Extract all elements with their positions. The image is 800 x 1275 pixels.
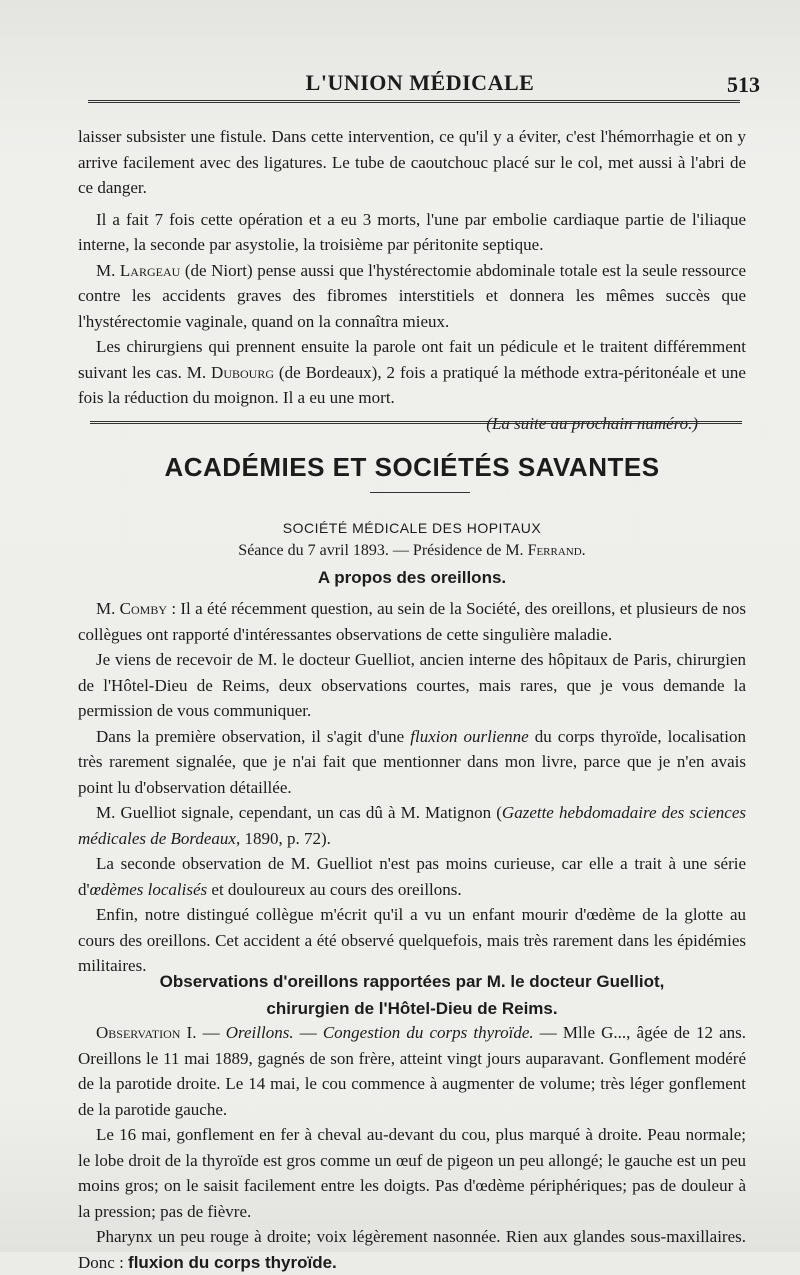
paragraph-text: Les chirurgiens qui prennent ensuite la parole ont fait un pédicule et le traitent différemment suivant les cas. M.: [78, 337, 746, 382]
session-text: Séance du 7 avril 1893. — Présidence de M.: [238, 542, 528, 559]
section-title: ACADÉMIES ET SOCIÉTÉS SAVANTES: [164, 452, 660, 482]
emphasis: œdèmes localisés: [89, 879, 208, 899]
paragraph: [78, 258, 746, 335]
speaker-name: M. Largeau: [96, 260, 181, 280]
paragraph-text: (de Bordeaux), 2 fois a pratiqué la méthode extra-péritonéale et une fois la réduction du moignon. Il a eu une mort.: [78, 362, 746, 407]
session-line: [78, 542, 746, 560]
page-number: 513: [727, 72, 760, 97]
paragraph-text: : Il a été récemment question, au sein de la Société, des oreillons, et plusieurs de nos collègues ont rapporté d'intéressantes observations de cette singulière maladie.: [78, 599, 746, 644]
topic-heading: A propos des oreillons.: [317, 568, 507, 587]
paragraph: Il a fait 7 fois cette opération et a eu 3 morts, l'une par embolie cardiaque partie de l'iliaque interne, la seconde par asystolie, la troisième par péritonite septique.: [78, 209, 746, 254]
paragraph: [78, 724, 746, 801]
paragraph: [78, 1224, 746, 1275]
society-name: SOCIÉTÉ MÉDICALE DES HOPITAUX: [282, 520, 542, 536]
running-head: [80, 70, 760, 102]
speaker-name: M. Comby: [96, 599, 168, 618]
paragraph-text: laisser subsister une fistule. Dans cette intervention, ce qu'il y a éviter, c'est l'hémorrhagie et on y arrive facilement avec des ligatures. Le tube de caoutchouc placé sur le col, met aussi à l'abri de ce danger.: [78, 127, 746, 197]
paragraph-text: , 1890, p. 72).: [235, 828, 331, 848]
paragraph: Enfin, notre distingué collègue m'écrit qu'il a vu un enfant mourir d'œdème de la glotte au cours des oreillons. Cet accident a été observé quelquefois, mais très rarement dans les épidémies militaires.: [78, 905, 746, 975]
header-rule: [88, 100, 740, 103]
paragraph: [78, 596, 746, 647]
paragraph-text: du corps thyroïde, localisation très rarement signalée, que je n'ai fait que mentionner dans mon livre, parce que je n'en avais point lu d'observation détaillée.: [78, 726, 746, 797]
speaker-name: Dubourg: [211, 362, 274, 382]
continuation-note: (La suite au prochain numéro.): [486, 413, 698, 433]
observation-title: Congestion du corps thyroïde.: [322, 1023, 534, 1042]
paragraph: [78, 124, 746, 201]
paragraph: [78, 334, 746, 411]
paragraph: [78, 851, 746, 902]
paragraph-text: Dans la première observation, il s'agit d'une: [96, 726, 411, 746]
paragraph-text: (de Niort) pense aussi que l'hystérectomie abdominale totale est la seule ressource contre les accidents graves des fibromes interstitiels et donnera les mêmes succès que l'hystérectomie vaginale, quand on la connaîtra mieux.: [78, 260, 746, 331]
paragraph-text: M. Guelliot signale, cependant, un cas dû à M. Matignon (: [96, 803, 502, 822]
paragraph-text: et douloureux au cours des oreillons.: [207, 879, 462, 899]
paragraph-text: La seconde observation de M. Guelliot n'est pas moins curieuse, car elle a trait à une série d': [78, 854, 746, 899]
separator: —: [293, 1023, 323, 1042]
observations-heading: [78, 968, 746, 1022]
paragraph-text: — Mlle G..., âgée de 12 ans. Oreillons le 11 mai 1889, gagnés de son frère, atteint vingt jours auparavant. Gonflement modéré de la parotide droite. Le 14 mai, le cou commence à augmenter de volume; très léger gonflement de la parotide gauche.: [78, 1023, 747, 1119]
president-name: Ferrand.: [527, 542, 586, 559]
observation-label: Observation I.: [96, 1023, 197, 1042]
title-underline: [370, 492, 470, 493]
observations-heading-line: chirurgien de l'Hôtel-Dieu de Reims.: [266, 999, 558, 1018]
diagnosis: fluxion du corps thyroïde.: [128, 1252, 337, 1272]
section-rule: [90, 421, 742, 424]
paragraph-text: Pharynx un peu rouge à droite; voix légèrement nasonnée. Rien aux glandes sous-maxillaires. Donc :: [78, 1227, 746, 1272]
separator: —: [196, 1023, 226, 1042]
society-report: [78, 596, 746, 979]
observation-title: Oreillons.: [225, 1023, 294, 1042]
paragraph: [78, 800, 746, 851]
paragraph: [78, 1020, 746, 1122]
observations-heading-line: Observations d'oreillons rapportées par M. le docteur Guelliot,: [159, 972, 665, 991]
emphasis: fluxion ourlienne: [410, 726, 529, 746]
observation-1: [78, 1020, 746, 1275]
journal-title: L'UNION MÉDICALE: [305, 70, 535, 95]
paragraph: Je viens de recevoir de M. le docteur Guelliot, ancien interne des hôpitaux de Paris, chirurgien de l'Hôtel-Dieu de Reims, deux observations courtes, mais rares, que je vous demande la permission de vous communiquer.: [78, 650, 746, 720]
continued-article: [78, 124, 746, 436]
paragraph: Le 16 mai, gonflement en fer à cheval au-devant du cou, plus marqué à droite. Peau normale; le lobe droit de la thyroïde est gros comme un œuf de pigeon un peu allongé; le gauche est un peu moins gros; on le saisit facilement entre les doigts. Pas d'œdème périphériques; pas de douleur à la pression; pas de fièvre.: [78, 1125, 746, 1221]
citation: Gazette hebdomadaire des sciences médicales de Bordeaux: [78, 803, 746, 848]
